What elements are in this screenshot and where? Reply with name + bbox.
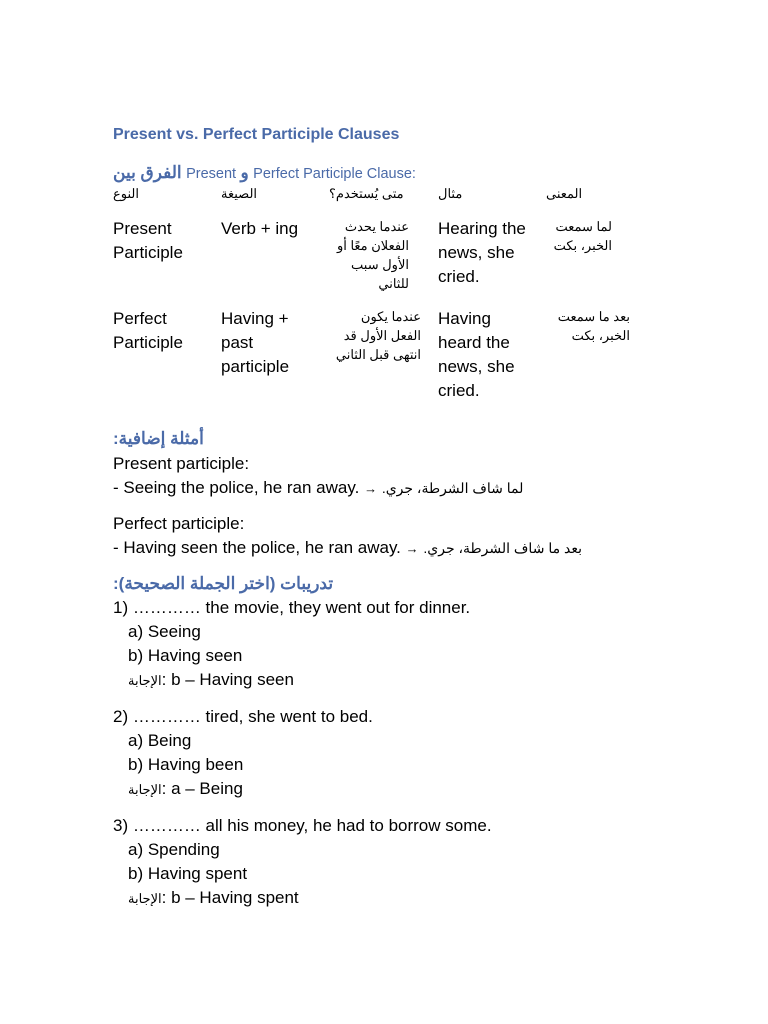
table-row	[113, 307, 213, 355]
arrow-icon: →	[405, 541, 419, 556]
table-cell-when	[329, 307, 421, 364]
exercise-option-b: b) Having seen	[128, 646, 243, 665]
cell-line: cried.	[438, 267, 480, 286]
cell-line: عندما يحدث	[344, 219, 409, 234]
exercise-option-a: a) Spending	[128, 840, 220, 859]
table-cell-form	[221, 307, 326, 379]
table-cell-form	[221, 217, 326, 241]
cell-line: heard the	[438, 333, 510, 352]
cell-line: الخبر، بكت	[553, 238, 612, 253]
section-heading	[113, 163, 416, 183]
answer-label: الإجابة	[128, 782, 162, 797]
arrow-icon: →	[364, 481, 378, 496]
cell-line: للثاني	[378, 276, 409, 291]
exercise-option-b: b) Having been	[128, 755, 244, 774]
present-example-arabic: لما شاف الشرطة، جري.	[381, 480, 524, 496]
perfect-example-line	[113, 538, 582, 558]
perfect-example-arabic: بعد ما شاف الشرطة، جري.	[423, 540, 582, 556]
cell-line: Hearing the	[438, 219, 526, 238]
cell-line: انتهى قبل الثاني	[335, 347, 421, 362]
cell-line: Participle	[113, 243, 183, 262]
heading-rest: Perfect Participle Clause:	[253, 166, 416, 182]
answer-label: الإجابة	[128, 891, 162, 906]
cell-line: Having	[438, 309, 491, 328]
cell-line: الفعلان معًا أو	[336, 238, 409, 253]
exercise-answer	[128, 779, 243, 799]
cell-line: الأول سبب	[351, 257, 409, 272]
answer-text: : a – Being	[161, 779, 243, 798]
table-cell-example	[438, 217, 538, 289]
cell-line: عندما يكون	[360, 309, 421, 324]
table-header-when: متى يُستخدم؟	[329, 186, 404, 201]
cell-line: بعد ما سمعت	[557, 309, 630, 324]
cell-line: news, she	[438, 357, 515, 376]
heading-and: و	[240, 163, 249, 182]
examples-title: أمثلة إضافية:	[113, 429, 204, 448]
answer-text: : b – Having seen	[161, 670, 294, 689]
cell-line: الفعل الأول قد	[343, 328, 421, 343]
cell-line: Verb + ing	[221, 219, 299, 238]
exercises-title: تدريبات (اختر الجملة الصحيحة):	[113, 574, 334, 593]
cell-line: لما سمعت	[555, 219, 612, 234]
table-row	[113, 217, 213, 265]
exercise-answer	[128, 670, 294, 690]
cell-line: Present	[113, 219, 172, 238]
table-cell-meaning	[546, 217, 612, 255]
cell-line: participle	[221, 357, 290, 376]
table-header-meaning: المعنى	[546, 186, 583, 201]
cell-line: الخبر، بكت	[571, 328, 630, 343]
cell-line: Participle	[113, 333, 183, 352]
perfect-participle-label: Perfect participle:	[113, 514, 245, 533]
exercise-option-b: b) Having spent	[128, 864, 248, 883]
table-header-form: الصيغة	[221, 186, 258, 201]
present-participle-label: Present participle:	[113, 454, 250, 473]
exercise-option-a: a) Being	[128, 731, 192, 750]
table-header-type: النوع	[113, 186, 139, 201]
cell-line: Perfect	[113, 309, 167, 328]
page-title: Present vs. Perfect Participle Clauses	[113, 126, 400, 143]
exercise-answer	[128, 888, 299, 908]
exercise-question: 1) ………… the movie, they went out for dinner.	[113, 598, 471, 617]
exercise-option-a: a) Seeing	[128, 622, 201, 641]
table-cell-when	[329, 217, 409, 293]
answer-text: : b – Having spent	[161, 888, 299, 907]
cell-line: news, she	[438, 243, 515, 262]
present-example-sentence: - Seeing the police, he ran away.	[113, 478, 360, 497]
perfect-example-sentence: - Having seen the police, he ran away.	[113, 538, 401, 557]
heading-present: Present	[186, 166, 237, 182]
exercise-question: 2) ………… tired, she went to bed.	[113, 707, 373, 726]
table-cell-example	[438, 307, 538, 403]
heading-arabic: الفرق بين	[113, 163, 182, 182]
cell-line: cried.	[438, 381, 480, 400]
table-cell-meaning	[546, 307, 630, 345]
table-header-example: مثال	[438, 186, 463, 201]
answer-label: الإجابة	[128, 673, 162, 688]
cell-line: past	[221, 333, 254, 352]
cell-line: Having +	[221, 309, 289, 328]
exercise-question: 3) ………… all his money, he had to borrow some.	[113, 816, 492, 835]
present-example-line	[113, 478, 523, 498]
